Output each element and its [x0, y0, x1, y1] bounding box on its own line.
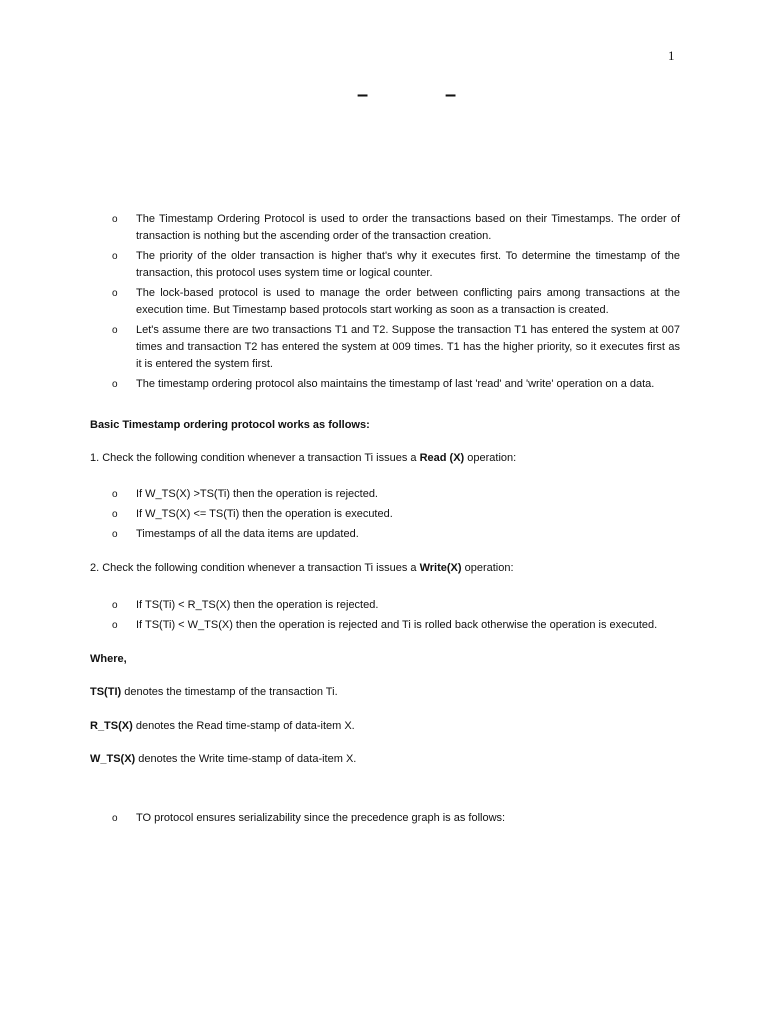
bullet-icon: o [112, 620, 118, 631]
definition-term: TS(TI) [90, 686, 122, 698]
list-item-text: The timestamp ordering protocol also maintains the timestamp of last 'read' and 'write' operation on a data. [136, 378, 655, 390]
list-item-text: TO protocol ensures serializability since the precedence graph is as follows: [136, 812, 506, 824]
write-condition-operation: Write(X) [419, 562, 462, 574]
bullet-icon: o [112, 509, 118, 520]
bullet-icon: o [112, 489, 118, 500]
write-condition-suffix: operation: [461, 562, 514, 574]
list-item-text: The lock-based protocol is used to manage the order between conflicting pairs among transactions at the execution time. But Timestamp based protocols start working as soon as a transaction is created. [136, 287, 680, 316]
definition-term: R_TS(X) [90, 720, 133, 732]
list-item [90, 486, 680, 503]
list-item-text: If W_TS(X) >TS(Ti) then the operation is rejected. [136, 488, 378, 500]
read-bullet-list [90, 486, 680, 546]
bullet-icon: o [112, 251, 118, 262]
definition-text: denotes the Read time-stamp of data-item X. [132, 720, 355, 732]
definition-text: denotes the timestamp of the transaction Ti. [121, 686, 338, 698]
list-item-text: The Timestamp Ordering Protocol is used to order the transactions based on their Timestamps. The order of transaction is nothing but the ascending order of the transaction creation. [136, 213, 680, 242]
to-bullet-list [90, 810, 680, 830]
list-item [90, 506, 680, 523]
where-label: Where, [90, 653, 127, 665]
definition-term: W_TS(X) [90, 753, 136, 765]
list-item [90, 248, 680, 282]
list-item-text: If W_TS(X) <= TS(Ti) then the operation is executed. [136, 508, 393, 520]
definition-ts [90, 684, 680, 701]
list-item-text: If TS(Ti) < W_TS(X) then the operation is rejected and Ti is rolled back otherwise the operation is executed. [136, 619, 658, 631]
list-item [90, 322, 680, 373]
definition-text: denotes the Write time-stamp of data-item X. [135, 753, 357, 765]
write-bullet-list [90, 597, 680, 637]
list-item-text: The priority of the older transaction is higher that's why it executes first. To determine the timestamp of the transaction, this protocol uses system time or logical counter. [136, 250, 680, 279]
list-item-text: Let's assume there are two transactions T1 and T2. Suppose the transaction T1 has entered the system at 007 times and transaction T2 has entered the system at 009 times. T1 has the higher priority, so it executes first as it is entered the system first. [136, 324, 680, 370]
bullet-icon: o [112, 813, 118, 824]
list-item [90, 526, 680, 543]
list-item [90, 597, 680, 614]
bullet-icon: o [112, 288, 118, 299]
definition-wts [90, 751, 680, 768]
bullet-icon: o [112, 529, 118, 540]
read-condition-prefix: 1. Check the following condition whenever a transaction Ti issues a [90, 452, 420, 464]
list-item [90, 617, 680, 634]
bullet-icon: o [112, 379, 118, 390]
bullet-icon: o [112, 325, 118, 336]
list-item [90, 376, 680, 393]
list-item [90, 810, 680, 827]
page-number: 1 [668, 48, 675, 63]
list-item-text: Timestamps of all the data items are updated. [136, 528, 359, 540]
title-dash-left: – [357, 84, 369, 106]
read-condition-operation: Read (X) [419, 452, 465, 464]
list-item [90, 211, 680, 245]
title-dash-right: – [445, 84, 457, 106]
bullet-icon: o [112, 214, 118, 225]
intro-bullet-list [90, 211, 680, 396]
write-condition [90, 560, 680, 577]
list-item [90, 285, 680, 319]
definition-rts [90, 718, 680, 735]
read-condition-suffix: operation: [464, 452, 517, 464]
read-condition [90, 450, 680, 467]
bullet-icon: o [112, 600, 118, 611]
write-condition-prefix: 2. Check the following condition whenever a transaction Ti issues a [90, 562, 420, 574]
list-item-text: If TS(Ti) < R_TS(X) then the operation is rejected. [136, 599, 379, 611]
section-heading: Basic Timestamp ordering protocol works as follows: [90, 419, 370, 431]
